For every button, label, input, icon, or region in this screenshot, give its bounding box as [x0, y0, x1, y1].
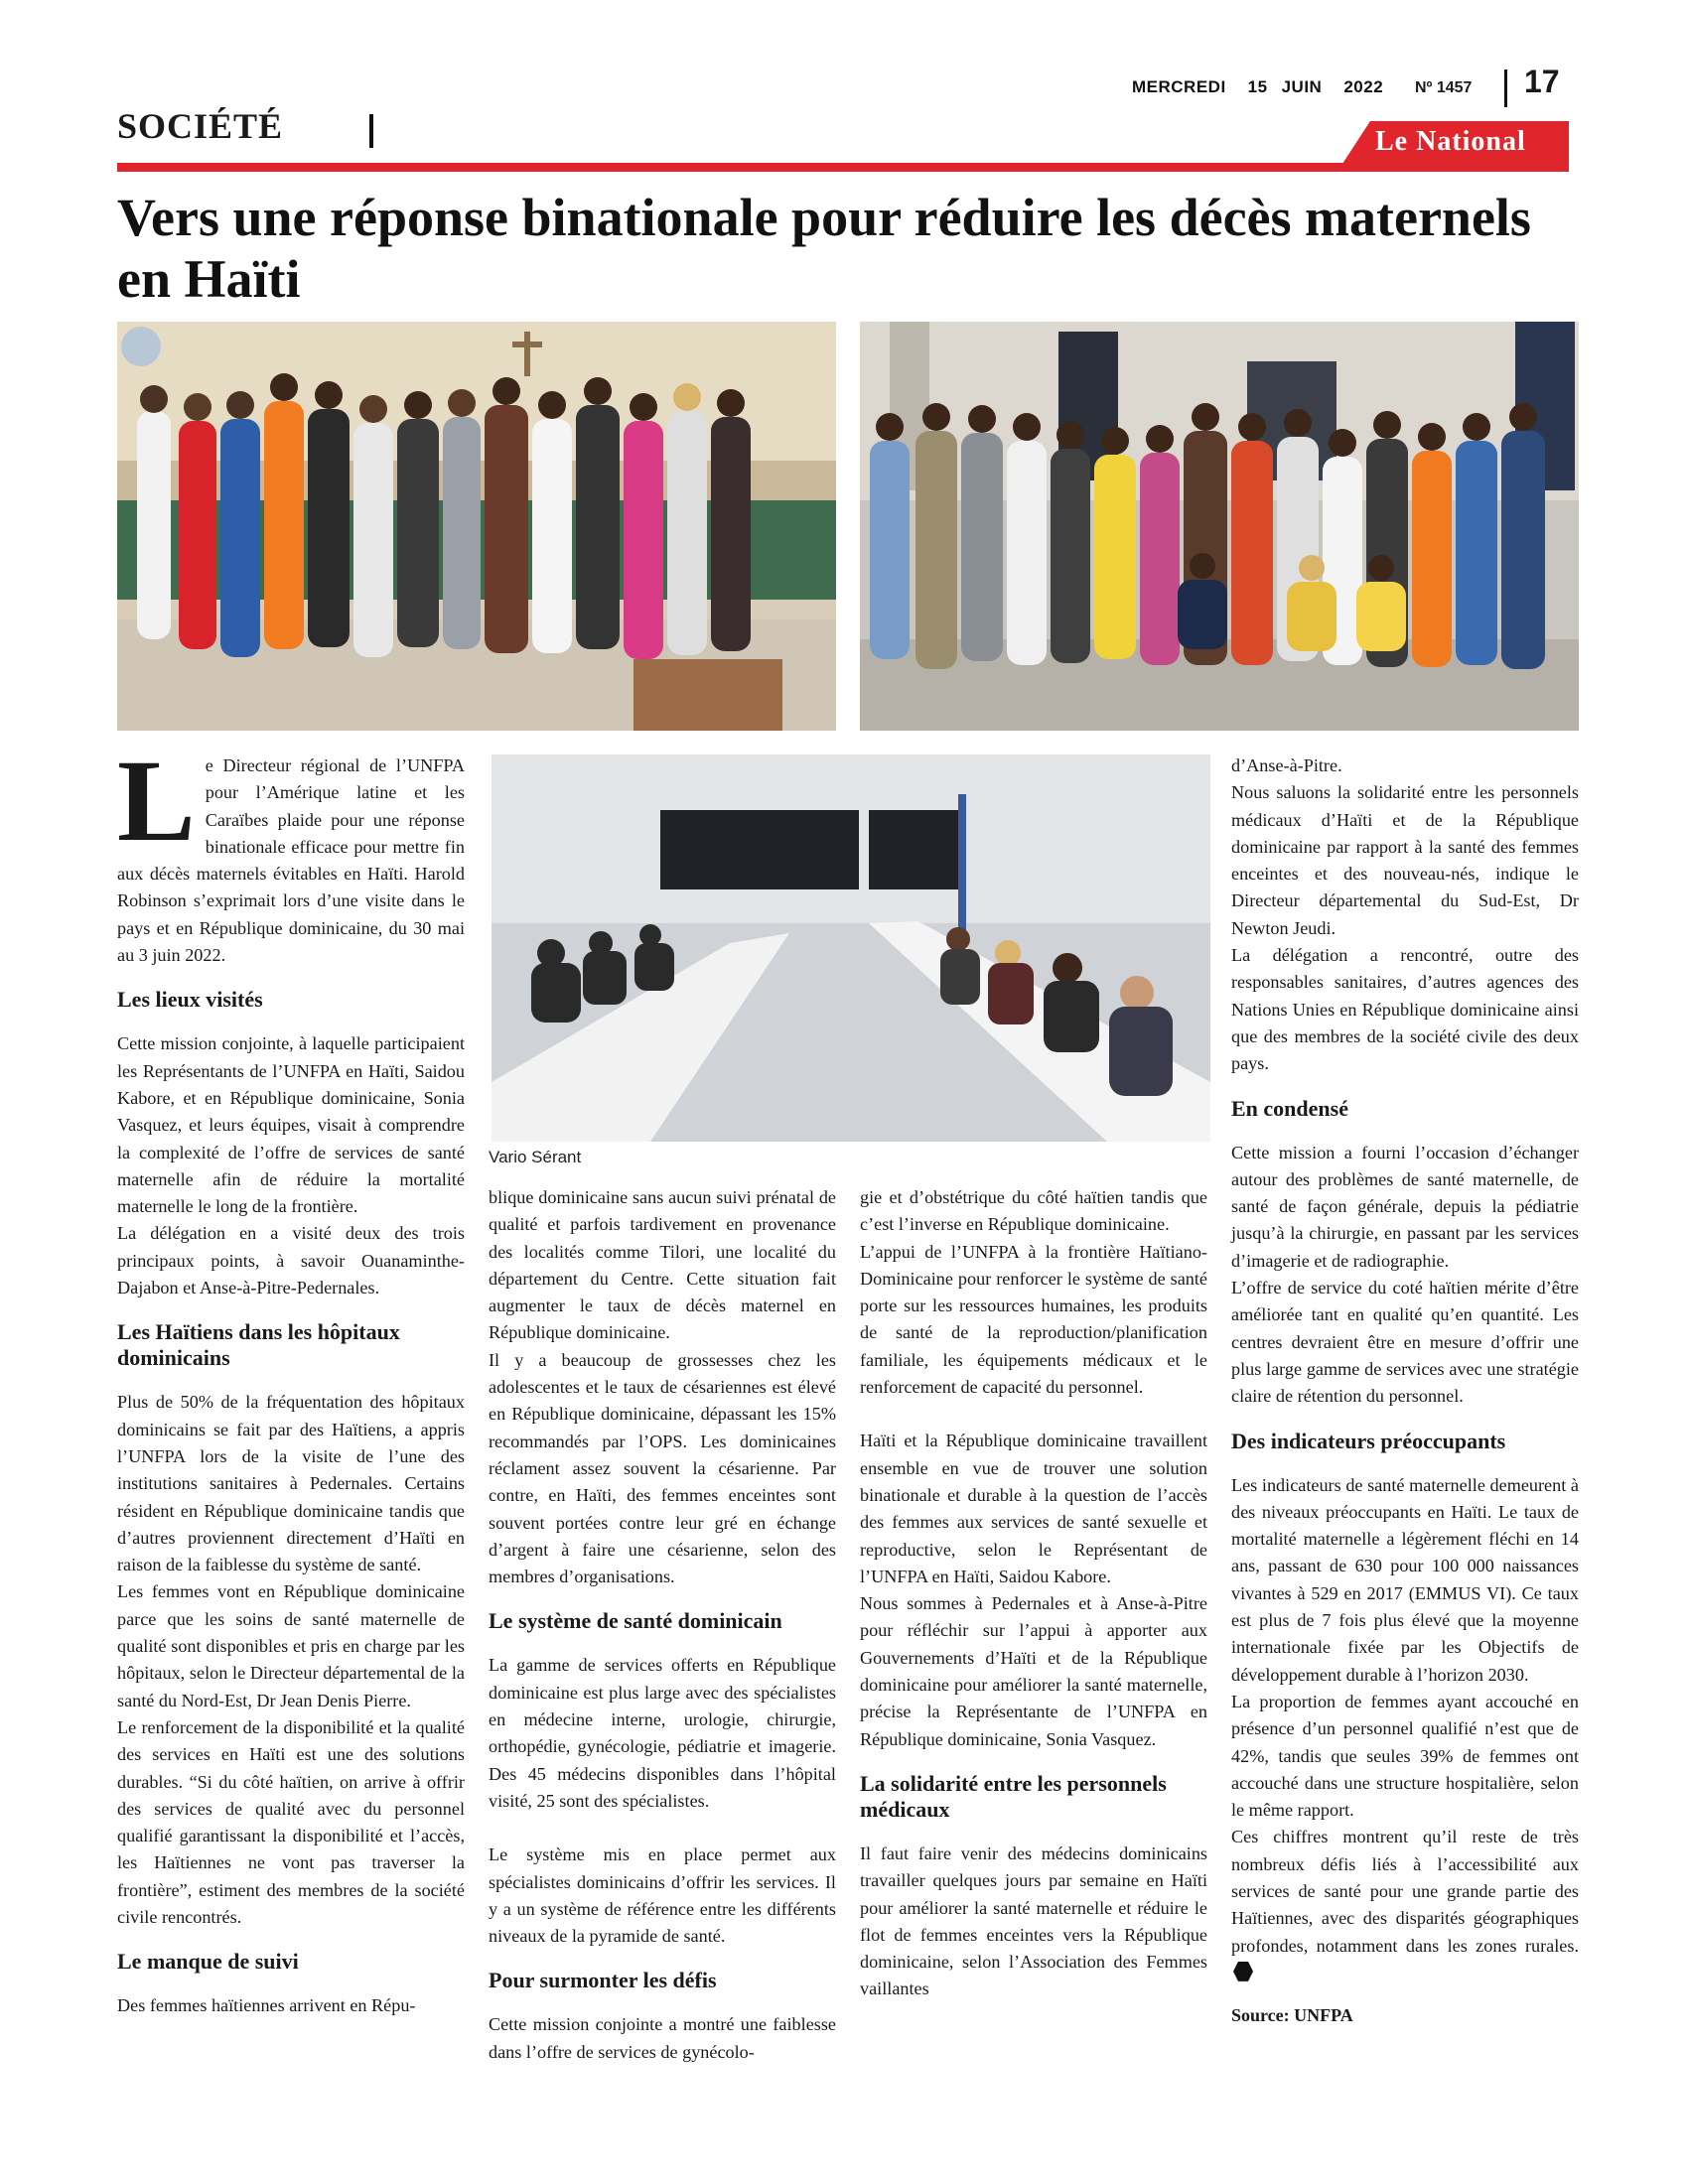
subheading-surmonter-defis: Pour surmonter les défis: [489, 1968, 717, 1993]
issue-date-number: 15: [1247, 77, 1268, 96]
article-source: Source: UNFPA: [1231, 2005, 1353, 2026]
intro-paragraph: [117, 736, 465, 969]
article-column-3: [860, 1184, 1207, 2003]
section-divider: [369, 114, 373, 148]
paragraph: Le renforcement de la disponibilité et la qualité des services en Haïti est une des solutions durables. “Si du côté haïtien, on arrive à offrir des services de qualité avec du personnel qualifié garantissant la disponibilité et l’accès, les Haïtiennes ne vont pas traverser la frontière”, estiment des membres de la société civile rencontrés.: [117, 1716, 465, 1927]
paragraph: L’appui de l’UNFPA à la frontière Haïtiano-Dominicaine pour renforcer le système de santé porte sur les ressources humaines, les produits de santé de la reproduction/planification familiale, les équipements médicaux et le renforcement de capacité du personnel.: [860, 1241, 1207, 1398]
paragraph: Des femmes haïtiennes arrivent en Répu-: [117, 1995, 416, 2016]
paragraph: Haïti et la République dominicaine travaillent ensemble en vue de trouver une solution binationale et durable à la question de l’accès des femmes aux services de santé sexuelle et reproductive, selon le Représentant de l’UNFPA en Haïti, Saidou Kabore.: [860, 1431, 1207, 1586]
paragraph: Nous saluons la solidarité entre les personnels médicaux d’Haïti et de la République dominicaine par rapport à la santé des femmes enceintes et des nouveau-nés, indique le Directeur départemental du Sud-Est, Dr Newton Jeudi.: [1231, 782, 1579, 938]
issue-number: Nº 1457: [1415, 79, 1473, 96]
paragraph: blique dominicaine sans aucun suivi prénatal de qualité et parfois tardivement en provenance des localités comme Tilori, une localité du département du Centre. Cette situation fait augmenter le taux de décès maternel en République dominicaine.: [489, 1187, 836, 1343]
subheading-lieux-visites: Les lieux visités: [117, 987, 263, 1013]
issue-year: 2022: [1343, 77, 1384, 96]
issue-date: [1132, 77, 1405, 97]
paragraph: Il y a beaucoup de grossesses chez les adolescentes et le taux de césariennes est élevé en République dominicaine, dépassant les 15% recommandés par l’OPS. Les dominicaines réclament assez souvent la césarienne. Par contre, en Haïti, des femmes enceintes sont souvent portées contre leur gré en échange d’argent à faire une césarienne, selon des membres d’organisations.: [489, 1349, 836, 1587]
photo-group-indoor: [117, 322, 836, 731]
photo-group-outdoor: [860, 322, 1579, 731]
issue-day: MERCREDI: [1132, 77, 1226, 96]
paragraph: Plus de 50% de la fréquentation des hôpitaux dominicains se fait par des Haïtiens, a appris l’UNFPA lors de la visite de l’une des institutions sanitaires à Pedernales. Certains résident en République dominicaine tandis que d’autres proviennent directement d’Haïti en raison de la faiblesse du système de santé.: [117, 1392, 465, 1575]
page-number: 17: [1524, 64, 1560, 99]
subheading-systeme-sante: Le système de santé dominicain: [489, 1608, 782, 1634]
paragraph: d’Anse-à-Pitre.: [1231, 755, 1342, 775]
subheading-en-condense: En condensé: [1231, 1095, 1348, 1121]
end-mark-icon: [1233, 1962, 1253, 1981]
brand-name: Le National: [1375, 126, 1526, 157]
header-rule: [117, 163, 1569, 172]
drop-cap: L: [117, 736, 196, 866]
paragraph: Nous sommes à Pedernales et à Anse-à-Pitre pour réfléchir sur l’appui à apporter aux Gouvernements d’Haïti et de la République dominicaine pour améliorer la santé maternelle, précise la Représentante de l’UNFPA en République dominicaine, Sonia Vasquez.: [860, 1593, 1207, 1749]
closing-text: Ces chiffres montrent qu’il reste de très nombreux défis liés à l’accessibilité aux services de santé pour une grande partie des Haïtiennes, avec des disparités géographiques profondes, notamment dans les zones rurales.: [1231, 1827, 1579, 1956]
subheading-manque-suivi: Le manque de suivi: [117, 1949, 299, 1975]
issue-month: JUIN: [1281, 77, 1323, 96]
subheading-solidarite: La solidarité entre les personnels médicaux: [860, 1770, 1167, 1822]
paragraph: Le système mis en place permet aux spécialistes dominicains d’offrir les services. Il y a un système de référence entre les différents niveaux de la pyramide de santé.: [489, 1844, 836, 1947]
photo-caption: Vario Sérant: [489, 1148, 582, 1166]
paragraph: La délégation a rencontré, outre des responsables sanitaires, d’autres agences des Nations Unies en République dominicaine ainsi que des membres de la société civile des deux pays.: [1231, 945, 1579, 1074]
article-headline: Vers une réponse binationale pour réduire les décès maternels en Haïti: [117, 188, 1531, 309]
article-column-1: [117, 736, 465, 2020]
paragraph: [1231, 1824, 1579, 1986]
subheading-indicateurs: Des indicateurs préoccupants: [1231, 1428, 1506, 1453]
paragraph: Cette mission conjointe, à laquelle participaient les Représentants de l’UNFPA en Haïti, Saidou Kabore, et en République dominicaine, Sonia Vasquez, et leurs équipes, visait à comprendre la complexité de l’offre de services de santé maternelle afin de réduire la mortalité maternelle le long de la frontière.: [117, 1033, 465, 1217]
paragraph: Cette mission a fourni l’occasion d’échanger autour des problèmes de santé maternelle, de santé de façon générale, depuis la pédiatrie jusqu’à la chirurgie, en passant par les services d’imagerie et de radiographie.: [1231, 1142, 1579, 1271]
paragraph: La délégation en a visité deux des trois principaux points, à savoir Ouanaminthe-Dajabon et Anse-à-Pitre-Pedernales.: [117, 1223, 465, 1298]
paragraph: Les femmes vont en République dominicaine parce que les soins de santé maternelle de qualité sont disponibles et pris en charge par les hôpitaux, selon le Directeur départemental de la santé du Nord-Est, Dr Jean Denis Pierre.: [117, 1581, 465, 1710]
paragraph: Il faut faire venir des médecins dominicains travailler quelques jours par semaine en Haïti pour améliorer la santé maternelle et réduire le flot de femmes enceintes vers la République dominicaine, selon l’Association des Femmes vaillantes: [860, 1843, 1207, 1999]
paragraph: Cette mission conjointe a montré une faiblesse dans l’offre de services de gynécolo-: [489, 2014, 836, 2062]
article-column-2: [489, 1184, 836, 2066]
paragraph: gie et d’obstétrique du côté haïtien tandis que c’est l’inverse en République dominicaine.: [860, 1187, 1207, 1235]
article-column-4: [1231, 752, 1579, 2029]
paragraph: La gamme de services offerts en République dominicaine est plus large avec des spécialistes en médecine interne, urologie, chirurgie, orthopédie, gynécologie, pédiatrie et imagerie. Des 45 médecins disponibles dans l’hôpital visité, 25 sont des spécialistes.: [489, 1655, 836, 1811]
intro-text: e Directeur régional de l’UNFPA pour l’Amérique latine et les Caraïbes plaide pour une réponse binationale efficace pour mettre fin aux décès maternels évitables en Haïti. Harold Robinson s’exprimait lors d’une visite dans le pays et en République dominicaine, du 30 mai au 3 juin 2022.: [117, 755, 465, 966]
paragraph: La proportion de femmes ayant accouché en présence d’un personnel qualifié n’est que de 42%, tandis que seules 39% de femmes ont accouché dans une structure hospitalière, selon le même rapport.: [1231, 1691, 1579, 1821]
paragraph: L’offre de service du coté haïtien mérite d’être améliorée tant en qualité qu’en quantité. Les centres devraient être en mesure d’offrir une plus large gamme de services avec une stratégie claire de rétention du personnel.: [1231, 1278, 1579, 1407]
photo-meeting-room: [492, 754, 1210, 1142]
header-divider: [1504, 69, 1507, 107]
section-title: SOCIÉTÉ: [117, 106, 284, 146]
subheading-haitiens-hopitaux: Les Haïtiens dans les hôpitaux dominicains: [117, 1319, 400, 1371]
paragraph: Les indicateurs de santé maternelle demeurent à des niveaux préoccupants en Haïti. Le taux de mortalité maternelle a légèrement fléchi en 14 ans, passant de 630 pour 100 000 naissances vivantes à 529 en 2017 (EMMUS VI). Ce taux est plus de 7 fois plus élevé que la moyenne internationale fixée par les Objectifs de développement durable à l’horizon 2030.: [1231, 1474, 1579, 1685]
